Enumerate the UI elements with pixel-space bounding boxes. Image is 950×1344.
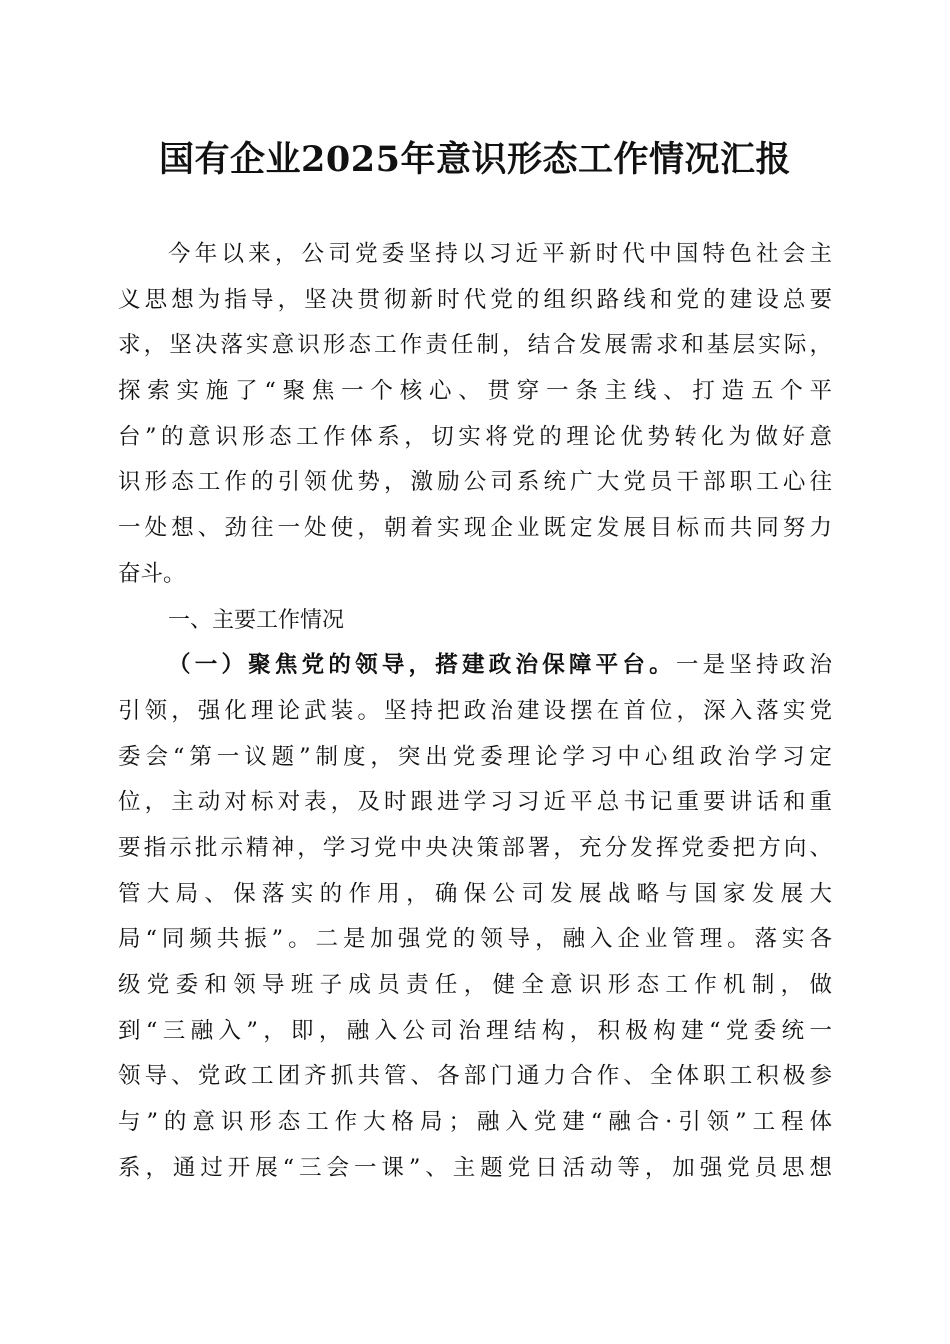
paragraph-text: 一是坚持政治 bbox=[675, 652, 832, 679]
paragraph-line: 委会“第一议题”制度，突出党委理论学习中心组政治学习定 bbox=[118, 743, 832, 770]
paragraph-line bbox=[118, 643, 832, 689]
paragraph-line: 领导、党政工团齐抓共管、各部门通力合作、全体职工积极参 bbox=[118, 1063, 832, 1090]
paragraph-line: 识形态工作的引领优势，激励公司系统广大党员干部职工心往 bbox=[118, 469, 832, 496]
paragraph-line: 台”的意识形态工作体系，切实将党的理论优势转化为做好意 bbox=[118, 423, 832, 450]
paragraph-line: 局“同频共振”。二是加强党的领导，融入企业管理。落实各 bbox=[118, 926, 832, 953]
paragraph-line: 与”的意识形态工作大格局；融入党建“融合·引领”工程体 bbox=[118, 1109, 832, 1136]
paragraph-line: 探索实施了“聚焦一个核心、贯穿一条主线、打造五个平 bbox=[118, 378, 832, 405]
section-heading: 一、主要工作情况 bbox=[168, 607, 345, 633]
paragraph-line: 奋斗。 bbox=[118, 560, 186, 587]
paragraph-line: 今年以来，公司党委坚持以习近平新时代中国特色社会主 bbox=[168, 241, 832, 267]
document-body bbox=[118, 232, 832, 1191]
paragraph-line: 要指示批示精神，学习党中央决策部署，充分发挥党委把方向、 bbox=[118, 834, 832, 861]
paragraph-line: 义思想为指导，坚决贯彻新时代党的组织路线和党的建设总要 bbox=[118, 286, 832, 313]
document-title: 国有企业2025年意识形态工作情况汇报 bbox=[159, 139, 791, 180]
subsection-heading: （一）聚焦党的领导，搭建政治保障平台。 bbox=[168, 652, 676, 679]
paragraph-line: 位，主动对标对表，及时跟进学习习近平总书记重要讲话和重 bbox=[118, 789, 832, 816]
paragraph-line: 引领，强化理论武装。坚持把政治建设摆在首位，深入落实党 bbox=[118, 697, 832, 724]
paragraph-line: 一处想、劲往一处使，朝着实现企业既定发展目标而共同努力 bbox=[118, 515, 832, 542]
paragraph-line: 系，通过开展“三会一课”、主题党日活动等，加强党员思想 bbox=[118, 1154, 832, 1181]
paragraph-line: 求，坚决落实意识形态工作责任制，结合发展需求和基层实际， bbox=[118, 332, 832, 359]
paragraph-line: 到“三融入”，即，融入公司治理结构，积极构建“党委统一 bbox=[118, 1017, 832, 1044]
paragraph-line: 管大局、保落实的作用，确保公司发展战略与国家发展大 bbox=[118, 880, 832, 907]
paragraph-line: 级党委和领导班子成员责任，健全意识形态工作机制，做 bbox=[118, 972, 832, 998]
